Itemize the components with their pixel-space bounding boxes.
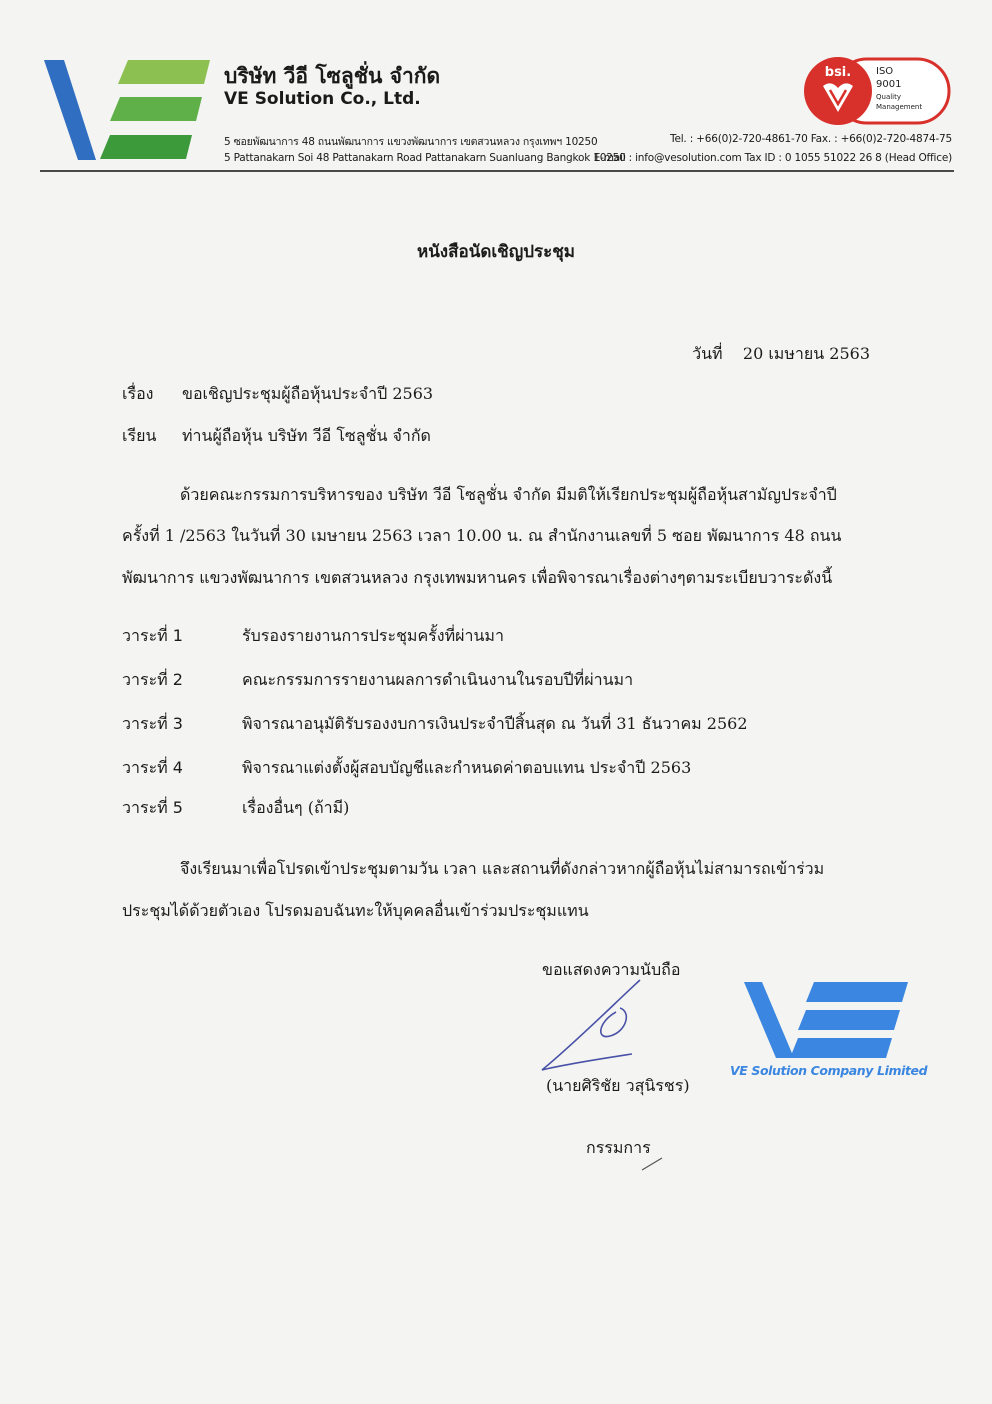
- closing-regards: ขอแสดงความนับถือ: [542, 960, 681, 979]
- company-name-th: บริษัท วีอี โซลูชั่น จำกัด: [224, 64, 441, 88]
- phone-fax: Tel. : +66(0)2-720-4861-70 Fax. : +66(0)2-720-4874-75: [670, 133, 952, 145]
- bsi-brand-text: bsi.: [824, 65, 852, 80]
- agenda-label: วาระที่ 1: [122, 626, 183, 645]
- paragraph1-line: พัฒนาการ แขวงพัฒนาการ เขตสวนหลวง กรุงเทพมหานคร เพื่อพิจารณาเรื่องต่างๆตามระเบียบวาระดังนี้: [122, 568, 833, 587]
- signer-name: (นายศิริชัย วสุนิรชร): [546, 1076, 690, 1095]
- agenda-label: วาระที่ 2: [122, 670, 183, 689]
- agenda-item: พิจารณาอนุมัติรับรองงบการเงินประจำปีสิ้นสุด ณ วันที่ 31 ธันวาคม 2562: [242, 714, 748, 733]
- agenda-label: วาระที่ 4: [122, 758, 183, 777]
- address-en: 5 Pattanakarn Soi 48 Pattanakarn Road Pattanakarn Suanluang Bangkok 10250: [224, 152, 626, 164]
- iso-quality: Quality: [876, 93, 902, 101]
- stamp-text: VE Solution Company Limited: [730, 1063, 928, 1078]
- tick-mark-icon: [640, 1156, 664, 1172]
- signature-icon: [536, 972, 666, 1077]
- address-th: 5 ซอยพัฒนาการ 48 ถนนพัฒนาการ แขวงพัฒนาการ เขตสวนหลวง กรุงเทพฯ 10250: [224, 136, 598, 148]
- agenda-label: วาระที่ 5: [122, 798, 183, 817]
- to-label: เรียน: [122, 426, 157, 445]
- date-label: วันที่: [692, 344, 723, 363]
- iso-number: 9001: [876, 79, 902, 90]
- company-logo-icon: [44, 58, 214, 163]
- paragraph1-line: ครั้งที่ 1 /2563 ในวันที่ 30 เมษายน 2563 เวลา 10.00 น. ณ สำนักงานเลขที่ 5 ซอย พัฒนาการ 48 ถนน: [122, 526, 842, 545]
- iso-label: ISO: [876, 66, 894, 77]
- agenda-item: รับรองรายงานการประชุมครั้งที่ผ่านมา: [242, 626, 504, 645]
- signer-position: กรรมการ: [586, 1138, 651, 1157]
- header-divider: [40, 170, 954, 172]
- subject-text: ขอเชิญประชุมผู้ถือหุ้นประจำปี 2563: [182, 384, 434, 403]
- subject-label: เรื่อง: [122, 384, 154, 403]
- company-stamp-icon: [736, 980, 916, 1062]
- agenda-item: เรื่องอื่นๆ (ถ้ามี): [242, 798, 350, 817]
- email-tax-id: E-mail : info@vesolution.com Tax ID : 0 1055 51022 26 8 (Head Office): [593, 152, 952, 164]
- bsi-iso-badge: [803, 56, 953, 126]
- to-text: ท่านผู้ถือหุ้น บริษัท วีอี โซลูชั่น จำกัด: [182, 426, 431, 445]
- letter-date: [692, 342, 870, 367]
- agenda-label: วาระที่ 3: [122, 714, 183, 733]
- iso-management: Management: [876, 103, 923, 111]
- paragraph2-line: ประชุมได้ด้วยตัวเอง โปรดมอบฉันทะให้บุคคลอื่นเข้าร่วมประชุมแทน: [122, 901, 589, 920]
- agenda-item: พิจารณาแต่งตั้งผู้สอบบัญชีและกำหนดค่าตอบแทน ประจำปี 2563: [242, 758, 692, 777]
- agenda-item: คณะกรรมการรายงานผลการดำเนินงานในรอบปีที่ผ่านมา: [242, 670, 634, 689]
- paragraph2-line: จึงเรียนมาเพื่อโปรดเข้าประชุมตามวัน เวลา และสถานที่ดังกล่าวหากผู้ถือหุ้นไม่สามารถเข้าร่วม: [180, 859, 825, 878]
- letter-title: หนังสือนัดเชิญประชุม: [416, 242, 575, 262]
- paragraph1-line: ด้วยคณะกรรมการบริหารของ บริษัท วีอี โซลูชั่น จำกัด มีมติให้เรียกประชุมผู้ถือหุ้นสามัญประจำปี: [180, 485, 837, 504]
- company-name-en: VE Solution Co., Ltd.: [224, 89, 421, 109]
- date-value: 20 เมษายน 2563: [742, 344, 870, 363]
